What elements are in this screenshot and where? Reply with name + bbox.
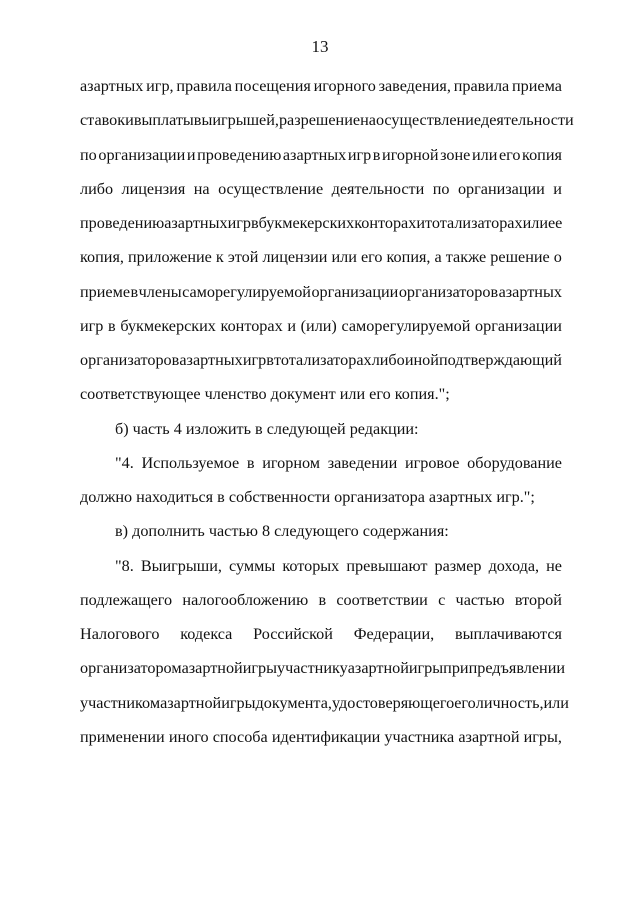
word: или xyxy=(471,146,498,164)
word: подтверждающий xyxy=(439,351,562,369)
word: азартных xyxy=(80,77,144,95)
text-line xyxy=(80,281,562,303)
word: осуществление xyxy=(218,180,324,198)
word: Выигрыши, xyxy=(140,557,222,575)
word: игорного xyxy=(313,77,376,95)
word: тотализаторах xyxy=(425,214,523,232)
word: игр xyxy=(242,351,267,369)
word: игры xyxy=(242,659,277,677)
word: подлежащего xyxy=(80,591,173,609)
word: азартной xyxy=(347,659,409,677)
word: личность, xyxy=(475,694,544,712)
text-line xyxy=(80,623,562,645)
word: "8. xyxy=(115,557,134,575)
word: конторах xyxy=(354,214,417,232)
word: кодекса xyxy=(180,625,233,643)
text-line: в) дополнить частью 8 следующего содержания: xyxy=(115,522,449,540)
word: выплаты xyxy=(133,111,194,129)
word: копия, xyxy=(386,248,431,266)
word: или xyxy=(331,248,357,266)
word: его xyxy=(454,694,476,712)
word: организации xyxy=(311,283,399,301)
word: выплачиваются xyxy=(454,625,562,643)
word: ставок xyxy=(80,111,126,129)
word: документа, xyxy=(255,694,332,712)
word: в xyxy=(372,146,381,164)
word: игр xyxy=(347,146,372,164)
word: по xyxy=(432,180,450,198)
text-line: б) часть 4 изложить в следующей редакции: xyxy=(115,420,419,438)
text-line xyxy=(115,555,562,577)
word: приеме xyxy=(80,283,131,301)
word: правила xyxy=(453,77,510,95)
word: деятельности xyxy=(331,180,425,198)
word: удостоверяющего xyxy=(331,694,455,712)
word: организации xyxy=(457,180,545,198)
word: с xyxy=(438,591,446,609)
word: соответствии xyxy=(336,591,428,609)
text-line xyxy=(80,144,562,166)
word: игр, xyxy=(146,77,174,95)
text-line xyxy=(80,315,562,337)
word: участнику xyxy=(277,659,348,677)
text-line xyxy=(80,75,562,97)
word: разрешение xyxy=(278,111,361,129)
word: организации xyxy=(475,317,562,335)
word: Используемое xyxy=(141,454,240,472)
word: в xyxy=(246,454,255,472)
text-line xyxy=(80,692,569,714)
word: решение xyxy=(490,248,550,266)
word: игорной xyxy=(382,146,439,164)
word: и xyxy=(553,180,562,198)
word: зоне xyxy=(440,146,471,164)
word: азартных xyxy=(282,146,347,164)
word: игры xyxy=(221,694,256,712)
word: на xyxy=(360,111,376,129)
word: проведению xyxy=(80,214,165,232)
word: идентификации xyxy=(271,728,381,746)
word: Федерации, xyxy=(353,625,435,643)
word: в xyxy=(250,214,259,232)
word: игр xyxy=(80,317,104,335)
word: организации xyxy=(98,146,186,164)
text-line xyxy=(115,452,562,474)
word: либо xyxy=(80,180,114,198)
word: азартных xyxy=(164,214,228,232)
word: посещения xyxy=(234,77,311,95)
word: организатором xyxy=(80,659,182,677)
word: которых xyxy=(282,557,340,575)
text-line xyxy=(80,657,566,679)
word: иной xyxy=(404,351,439,369)
text-line xyxy=(80,589,562,611)
word: копия, xyxy=(80,248,124,266)
word: его xyxy=(360,248,383,266)
word: проведению xyxy=(197,146,282,164)
word: и xyxy=(186,146,196,164)
word: приложение xyxy=(128,248,212,266)
word: второй xyxy=(514,591,562,609)
word: осуществление xyxy=(375,111,482,129)
word: оборудование xyxy=(467,454,562,472)
word: к xyxy=(215,248,224,266)
word: частью xyxy=(455,591,505,609)
word: заведении xyxy=(327,454,398,472)
word: тотализаторах xyxy=(274,351,372,369)
word: организаторов xyxy=(398,283,499,301)
word: и xyxy=(125,111,134,129)
word: приема xyxy=(512,77,562,95)
word: иного xyxy=(168,728,209,746)
word: этой xyxy=(227,248,259,266)
word: участником xyxy=(80,694,161,712)
word: или xyxy=(543,694,569,712)
word: азартной xyxy=(458,728,520,746)
word: саморегулируемой xyxy=(182,283,311,301)
word: способа xyxy=(212,728,268,746)
word: конторах xyxy=(220,317,283,335)
word: ее xyxy=(548,214,563,232)
text-line xyxy=(80,246,562,268)
word: в xyxy=(266,351,274,369)
word: при xyxy=(443,659,469,677)
word: не xyxy=(546,557,562,575)
word: члены xyxy=(138,283,182,301)
word: (или) xyxy=(300,317,337,335)
word: и xyxy=(287,317,296,335)
word: а xyxy=(434,248,442,266)
text-line xyxy=(80,109,574,131)
text-line xyxy=(80,178,562,200)
word: налогообложению xyxy=(182,591,309,609)
word: его xyxy=(498,146,521,164)
word: либо xyxy=(371,351,405,369)
word: саморегулируемой xyxy=(341,317,471,335)
word: правила xyxy=(176,77,232,95)
word: в xyxy=(318,591,327,609)
word: по xyxy=(80,146,97,164)
word: лицензии xyxy=(262,248,328,266)
word: "4. xyxy=(115,454,134,472)
word: игр xyxy=(227,214,251,232)
text-line xyxy=(80,349,562,371)
word: дохода, xyxy=(488,557,540,575)
text-line: должно находиться в собственности организатора азартных игр."; xyxy=(80,488,535,506)
word: игры, xyxy=(523,728,562,746)
word: азартных xyxy=(179,351,243,369)
word: о xyxy=(553,248,562,266)
word: или xyxy=(522,214,548,232)
page-number: 13 xyxy=(311,37,329,56)
word: организаторов xyxy=(80,351,180,369)
text-line xyxy=(80,726,562,748)
word: игровое xyxy=(404,454,460,472)
word: игры xyxy=(408,659,444,677)
word: участника xyxy=(384,728,455,746)
word: азартной xyxy=(160,694,222,712)
word: и xyxy=(416,214,426,232)
word: применении xyxy=(80,728,165,746)
word: в xyxy=(108,317,116,335)
word: суммы xyxy=(229,557,276,575)
word: также xyxy=(445,248,487,266)
word: превышают xyxy=(346,557,428,575)
word: игорном xyxy=(262,454,321,472)
word: размер xyxy=(434,557,482,575)
word: заведения, xyxy=(378,77,451,95)
word: предъявлении xyxy=(468,659,566,677)
word: букмекерских xyxy=(258,214,355,232)
word: Налогового xyxy=(80,625,160,643)
word: деятельности xyxy=(481,111,574,129)
word: в xyxy=(130,283,139,301)
text-line xyxy=(80,212,562,234)
word: лицензия xyxy=(121,180,186,198)
text-line: соответствующее членство документ или его копия."; xyxy=(80,385,450,403)
word: букмекерских xyxy=(120,317,216,335)
word: копия xyxy=(522,146,562,164)
word: на xyxy=(193,180,210,198)
word: азартных xyxy=(498,283,562,301)
word: Российской xyxy=(253,625,333,643)
word: выигрышей, xyxy=(193,111,279,129)
word: азартной xyxy=(181,659,243,677)
